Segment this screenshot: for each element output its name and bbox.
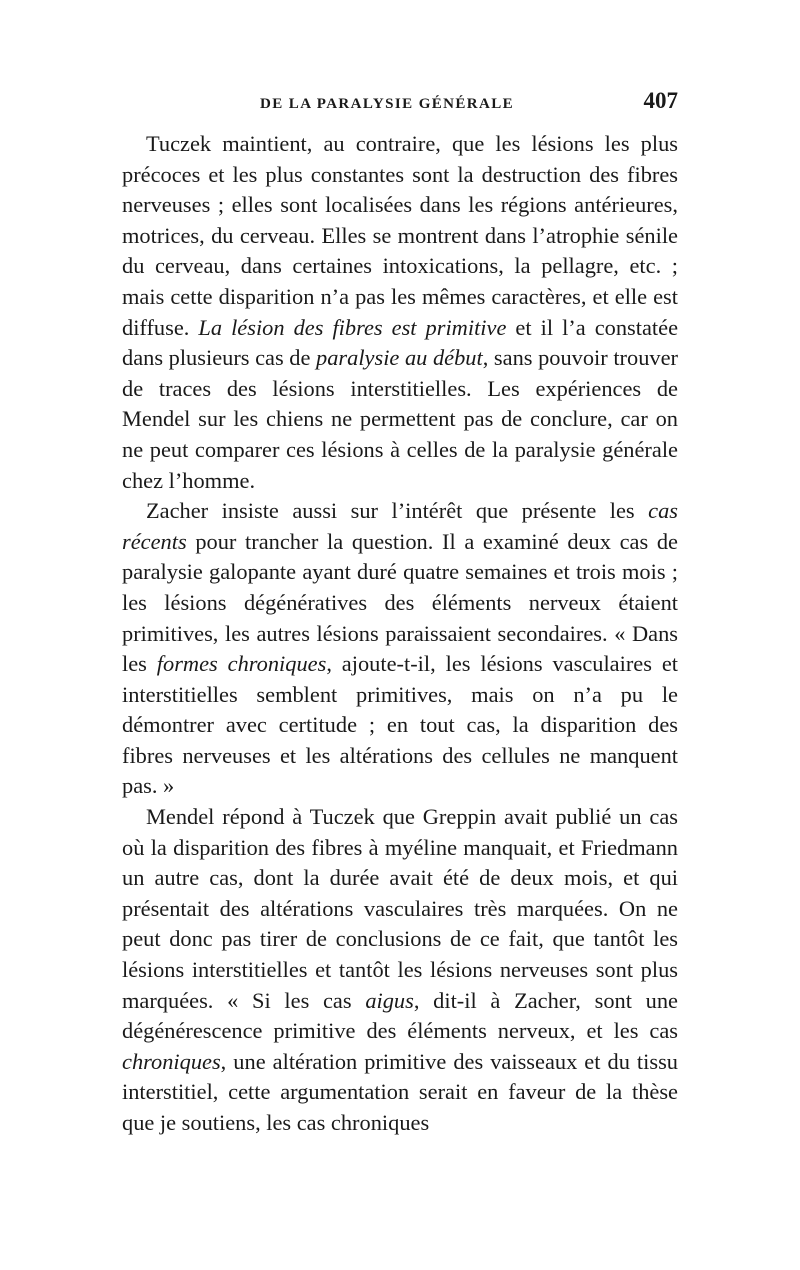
text-run: , une altération primitive des vaisseaux et du tissu interstitiel, cette argumentation serait en faveur de la thèse que je soutiens, les cas chroniques (122, 1048, 678, 1135)
text-run: , dit-il à Zacher, sont une dégénérescence primitive des éléments nerveux, et les cas (122, 987, 678, 1044)
body-text (122, 129, 678, 1139)
text-run: pour trancher la question. Il a examiné deux cas de paralysie galopante ayant duré quatre semaines et trois mois ; les lésions dégénératives des éléments nerveux étaient primitives, les autres lésions paraissaient secondaires. « Dans les (122, 528, 678, 677)
italic-phrase: paralysie au début (316, 345, 483, 371)
italic-phrase: formes chroniques (156, 651, 327, 677)
page-number: 407 (643, 88, 678, 113)
text-run: , ajoute-t-il, les lésions vasculaires et interstitielles semblent primitives, mais on n’a pu le démontrer avec certitude ; en tout cas, la disparition des fibres nerveuses et les altérations des cellules ne manquent pas. » (122, 651, 678, 799)
paragraph-mendel (122, 802, 678, 1139)
text-run: Tuczek maintient, au contraire, que les lésions les plus précoces et les plus constantes sont la destruction des fibres nerveuses ; elles sont localisées dans les régions antérieures, motrices, du cerveau. Elles se montrent dans l’atrophie sénile du cerveau, dans certaines intoxications, la pellagre, etc. ; mais cette disparition n’a pas les mêmes caractères, et elle est diffuse. (122, 131, 678, 340)
running-head: DE LA PARALYSIE GÉNÉRALE (260, 96, 515, 112)
text-run: et il l’a constatée dans plusieurs cas de (122, 314, 679, 371)
italic-phrase: La lésion des fibres est primitive (198, 314, 507, 340)
paragraph-zacher (122, 496, 678, 802)
italic-phrase: cas récents (122, 498, 678, 554)
text-run: Zacher insiste aussi sur l’intérêt que présente les (146, 498, 649, 524)
page-header (122, 88, 678, 122)
text-run: , sans pouvoir trouver de traces des lésions interstitielles. Les expériences de Mendel sur les chiens ne permettent pas de conclure, car on ne peut comparer ces lésions à celles de la paralysie générale chez l’homme. (122, 345, 678, 493)
paragraph-tuczek (122, 129, 678, 496)
text-run: Mendel répond à Tuczek que Greppin avait publié un cas où la disparition des fibres à myéline manquait, et Friedmann un autre cas, dont la durée avait été de deux mois, et qui présentait des altérations vasculaires très marquées. On ne peut donc pas tirer de conclusions de ce fait, que tantôt les lésions interstitielles et tantôt les lésions nerveuses sont plus marquées. « Si les cas (122, 804, 678, 1013)
italic-phrase: aigus (365, 987, 414, 1013)
italic-phrase: chroniques (122, 1048, 221, 1074)
